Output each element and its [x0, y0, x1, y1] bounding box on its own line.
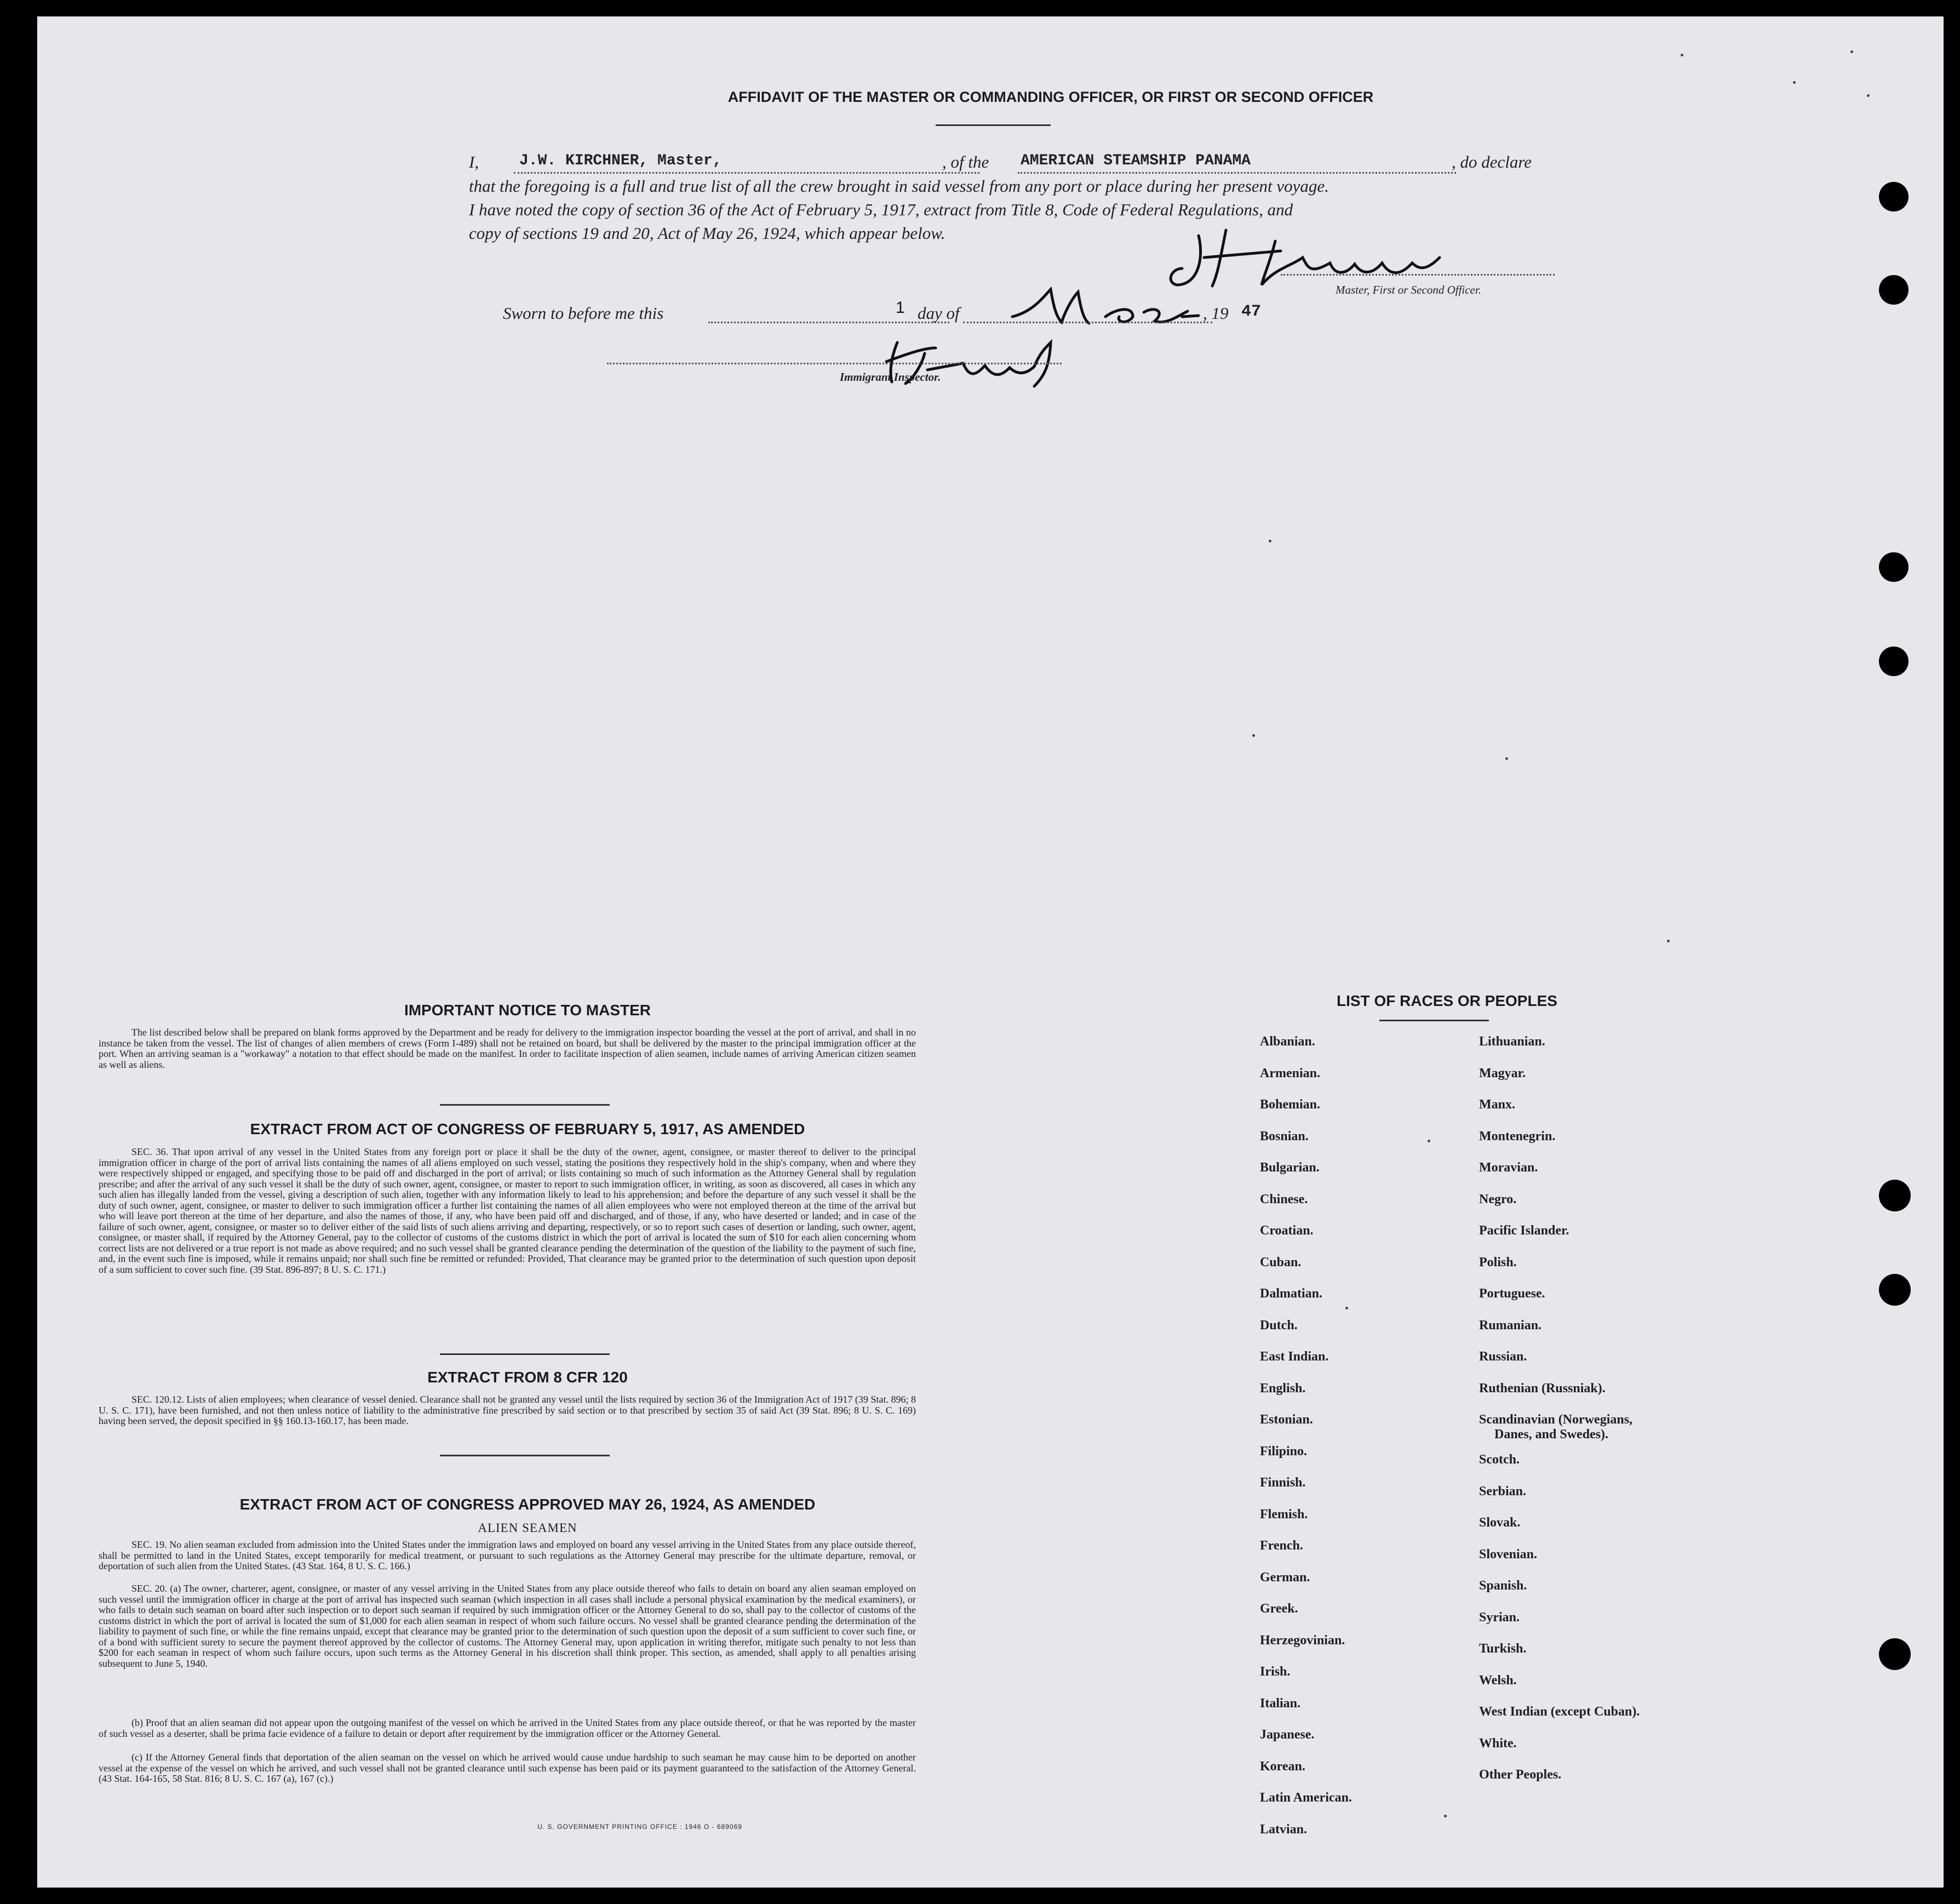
extract-1924-sec20a: SEC. 20. (a) The owner, charterer, agent, consignee, or master of any vessel arriving in the United States from any place outside thereof who fails to detain on board any alien seaman employed on such vessel until the immigration officer in charge at the port of arrival has inspected such seaman (which inspection in all cases shall include a personal physical examination by the medical examiners), or who fails to detain such seaman on board after such inspection or to deport such seaman if required by such immigration officer or the Attorney General to do so, shall pay to the collector of customs of the customs district in which the port of arrival is located the sum of $1,000 for each alien seaman in respect of whom such failure occurs. No vessel shall be granted clearance pending the determination of the liability to payment of such fine, or while the fine remains unpaid, except that clearance may be granted prior to the determination of such question upon the deposit of a sum sufficient to cover such fine, or of a bond with sufficient surety to secure the payment thereof approved by the collector of customs. The Attorney General may, upon application in writing therefor, mitigate such penalty to not less than $200 for each seaman in respect of whom such failure occurs, upon such terms as the Attorney General in his discretion shall think proper. This section, as amended, shall apply to all penalties arising subsequent to June 5, 1940. — [99, 1583, 916, 1669]
race-item: German. — [1260, 1570, 1310, 1585]
race-item: Italian. — [1260, 1696, 1301, 1711]
inspector-signature-line — [607, 363, 1062, 364]
master-name: J.W. KIRCHNER, Master, — [519, 152, 722, 169]
of-the-label: , of the — [942, 152, 989, 171]
title-rule — [936, 124, 1051, 126]
inspector-caption: Immigrant Inspector. — [840, 370, 941, 384]
race-item: Spanish. — [1479, 1579, 1527, 1593]
document-page — [37, 16, 1944, 1888]
race-item: Rumanian. — [1479, 1318, 1542, 1333]
race-item: Negro. — [1479, 1192, 1517, 1207]
race-item: Dutch. — [1260, 1318, 1298, 1333]
sworn-date-line — [708, 322, 949, 323]
race-item: Armenian. — [1260, 1066, 1320, 1080]
race-item: Bulgarian. — [1260, 1160, 1320, 1175]
race-item: West Indian (except Cuban). — [1479, 1705, 1640, 1719]
vessel-name: AMERICAN STEAMSHIP PANAMA — [1021, 152, 1251, 169]
race-item: Scandinavian (Norwegians, — [1479, 1413, 1633, 1427]
race-item: Lithuanian. — [1479, 1034, 1545, 1049]
affidavit-line-2: that the foregoing is a full and true list of all the crew brought in said vessel from any port or place during her present voyage. — [469, 176, 1329, 196]
race-item: Korean. — [1260, 1759, 1305, 1774]
extract-1924-sec19: SEC. 19. No alien seaman excluded from admission into the United States under the immigration laws and employed on board any vessel arriving in the United States from any place outside thereof, shall be permitted to land in the United States, except temporarily for medical treatment, or pursuant to such regulations as the Attorney General may prescribe for the ultimate departure, removal, or deportation of such alien from the United States. (43 Stat. 164, 8 U. S. C. 166.) — [99, 1539, 916, 1571]
race-item: Other Peoples. — [1479, 1768, 1562, 1782]
year-prefix: , 19 — [1203, 304, 1229, 323]
extract-1917-body: SEC. 36. That upon arrival of any vessel in the United States from any foreign port or place it shall be the duty of the owner, agent, consignee, or master thereof to deliver to the principal immigration officer in charge of the port of arrival lists containing the names of all aliens employed on such vessel, stating the positions they respectively hold in the ship's company, when and where they were respectively shipped or engaged, and specifying those to be paid off and discharged in the port of arrival; or lists containing so much of such information as the Attorney General shall by regulation prescribe; and after the arrival of any such vessel it shall be the duty of such owner, agent, consignee, or master to report to such immigration officer, in writing, as soon as discovered, all cases in which any such alien has illegally landed from the vessel, giving a description of such alien, together with any information likely to lead to his apprehension; and before the departure of any such vessel it shall be the duty of such owner, agent, consignee, or master to deliver to such immigration officer a further list containing the names of all alien employees who were not employed thereon at the time of the arrival but who will leave port thereon at the time of her departure, and also the names of those, if any, who have been paid off and discharged, and of those, if any, who have deserted or landed; and in case of the failure of such owner, agent, consignee, or master so to deliver either of the said lists of such aliens arriving and departing, respectively, or so to report such cases of desertion or landing, such owner, agent, consignee, or master shall, if required by the Attorney General, pay to the collector of customs of the customs district in which the port of arrival is located the sum of $10 for each alien concerning whom correct lists are not delivered or a true report is not made as above required; and no such vessel shall be granted clearance pending the determination of the question of the liability to the payment of such fine, and, in the event such fine is imposed, while it remains unpaid; nor shall such fine be remitted or refunded: Provided, That clearance may be granted prior to the determination of such question upon deposit of a sum sufficient to cover such fine. (39 Stat. 896-897; 8 U. S. C. 171.) — [99, 1146, 916, 1275]
binder-hole — [1879, 182, 1909, 211]
race-item: Manx. — [1479, 1097, 1515, 1112]
race-item: Irish. — [1260, 1665, 1291, 1679]
master-signature-line — [1281, 274, 1555, 276]
speck — [1793, 81, 1796, 84]
speck — [1867, 94, 1870, 97]
month-line — [963, 322, 1212, 323]
speck — [1252, 734, 1255, 737]
speck — [1428, 1140, 1430, 1142]
month-handwriting — [1001, 278, 1215, 333]
year-value: 47 — [1241, 302, 1262, 321]
extract-8cfr-title: EXTRACT FROM 8 CFR 120 — [427, 1369, 628, 1386]
race-item: Bosnian. — [1260, 1129, 1309, 1143]
notice-rule — [440, 1104, 610, 1106]
extract-1917-title: EXTRACT FROM ACT OF CONGRESS OF FEBRUARY 5, 1917, AS AMENDED — [250, 1120, 805, 1137]
race-item: Magyar. — [1479, 1066, 1526, 1080]
speck — [1345, 1307, 1348, 1310]
race-item: Latvian. — [1260, 1822, 1308, 1837]
binder-hole — [1879, 1180, 1911, 1211]
race-item: Welsh. — [1479, 1673, 1517, 1688]
extract-1924-subtitle: ALIEN SEAMEN — [478, 1521, 577, 1535]
race-item: Serbian. — [1479, 1484, 1527, 1499]
do-declare-label: , do declare — [1452, 152, 1532, 171]
race-item: English. — [1260, 1381, 1306, 1396]
binder-hole — [1879, 647, 1909, 676]
binder-hole — [1879, 1274, 1911, 1306]
race-item: Bohemian. — [1260, 1097, 1321, 1112]
race-item: French. — [1260, 1539, 1303, 1553]
extract-1924-title: EXTRACT FROM ACT OF CONGRESS APPROVED MAY 26, 1924, AS AMENDED — [239, 1496, 816, 1513]
race-item: Dalmatian. — [1260, 1287, 1322, 1301]
extract-1924-sec20c: (c) If the Attorney General finds that deportation of the alien seaman on the vessel on which he arrived would cause undue hardship to such seaman he may cause him to be deported on another vessel at the expense of the vessel on which he arrived, and such vessel shall not be granted clearance until such expense has been paid or its payment guaranteed to the satisfaction of the Attorney General. (43 Stat. 164-165, 58 Stat. 816; 8 U. S. C. 167 (a), 167 (c).) — [99, 1752, 916, 1784]
sworn-label: Sworn to before me this — [503, 304, 664, 323]
speck — [1681, 54, 1683, 56]
race-item: Ruthenian (Russniak). — [1479, 1381, 1606, 1396]
speck — [1269, 540, 1271, 542]
vessel-line — [1018, 172, 1456, 174]
speck — [1505, 757, 1508, 760]
race-item: Moravian. — [1479, 1160, 1538, 1175]
affidavit-title: AFFIDAVIT OF THE MASTER OR COMMANDING OFFICER, OR FIRST OR SECOND OFFICER — [727, 89, 1374, 105]
extract-1917-rule — [440, 1353, 610, 1355]
race-item: Japanese. — [1260, 1728, 1315, 1742]
race-item: Filipino. — [1260, 1444, 1308, 1459]
speck — [1850, 50, 1853, 53]
races-title: LIST OF RACES OR PEOPLES — [1337, 992, 1557, 1009]
race-item: Slovak. — [1479, 1516, 1521, 1530]
race-item: Herzegovinian. — [1260, 1633, 1345, 1648]
binder-hole — [1879, 275, 1909, 305]
race-item: Pacific Islander. — [1479, 1223, 1569, 1238]
printer-imprint: U. S. GOVERNMENT PRINTING OFFICE : 1946 O - 689069 — [537, 1823, 742, 1831]
race-item: Albanian. — [1260, 1034, 1315, 1049]
races-rule — [1379, 1020, 1489, 1021]
race-item: Slovenian. — [1479, 1547, 1538, 1562]
affidavit-line-4: copy of sections 19 and 20, Act of May 26, 1924, which appear below. — [469, 224, 945, 243]
extract-1924-sec20b: (b) Proof that an alien seaman did not appear upon the outgoing manifest of the vessel on which he arrived in the United States from any place outside thereof, or that he was reported by the master of such vessel as a deserter, shall be prima facie evidence of a failure to detain or deport after requirement by the immigration officer or the Attorney General. — [99, 1717, 916, 1739]
race-item: Latin American. — [1260, 1791, 1352, 1805]
name-line — [514, 172, 979, 174]
affidavit-line-3: I have noted the copy of section 36 of the Act of February 5, 1917, extract from Title 8, Code of Federal Regulations, and — [469, 200, 1293, 219]
binder-hole — [1879, 1638, 1911, 1670]
speck — [1444, 1815, 1447, 1817]
race-item: Danes, and Swedes). — [1494, 1427, 1609, 1442]
race-item: Turkish. — [1479, 1642, 1527, 1656]
notice-body: The list described below shall be prepared on blank forms approved by the Department and be ready for delivery to the immigration inspector boarding the vessel at the port of arrival, and shall in no instance be taken from the vessel. The list of changes of alien members of crews (Form I-489) shall not be retained on board, but shall be delivered by the master to the principal immigration officer at the port. When an arriving seaman is a "workaway" a notation to that effect should be made on the manifest. In order to facilitate inspection of alien seamen, include names of arriving American citizen seamen as well as aliens. — [99, 1027, 916, 1070]
race-item: Flemish. — [1260, 1507, 1308, 1522]
extract-8cfr-body: SEC. 120.12. Lists of alien employees; when clearance of vessel denied. Clearance shall not be granted any vessel until the lists required by section 36 of the Immigration Act of 1917 (39 Stat. 896; 8 U. S. C. 171), have been furnished, and not then unless notice of liability to the administrative fine prescribed by said section or to that prescribed by section 35 of said Act (39 Stat. 896; 8 U. S. C. 169) having been served, the deposit specified in §§ 160.13-160.17, has been made. — [99, 1394, 916, 1426]
race-item: Scotch. — [1479, 1453, 1520, 1467]
speck — [1667, 940, 1670, 942]
race-item: Chinese. — [1260, 1192, 1308, 1207]
race-item: Syrian. — [1479, 1610, 1520, 1625]
master-caption: Master, First or Second Officer. — [1336, 283, 1481, 296]
race-item: Russian. — [1479, 1350, 1527, 1364]
binder-hole — [1879, 552, 1909, 582]
race-item: Estonian. — [1260, 1413, 1313, 1427]
race-item: Cuban. — [1260, 1255, 1302, 1270]
sworn-day: 1 — [896, 299, 905, 317]
notice-title: IMPORTANT NOTICE TO MASTER — [404, 1002, 651, 1019]
race-item: Polish. — [1479, 1255, 1517, 1270]
race-item: Finnish. — [1260, 1476, 1306, 1490]
race-item: White. — [1479, 1736, 1517, 1751]
race-item: Portuguese. — [1479, 1287, 1545, 1301]
race-item: Montenegrin. — [1479, 1129, 1556, 1143]
affidavit-i: I, — [469, 152, 479, 171]
race-item: Greek. — [1260, 1602, 1298, 1616]
day-of-label: day of — [918, 304, 960, 323]
race-item: East Indian. — [1260, 1350, 1329, 1364]
extract-8cfr-rule — [440, 1455, 610, 1456]
race-item: Croatian. — [1260, 1223, 1314, 1238]
